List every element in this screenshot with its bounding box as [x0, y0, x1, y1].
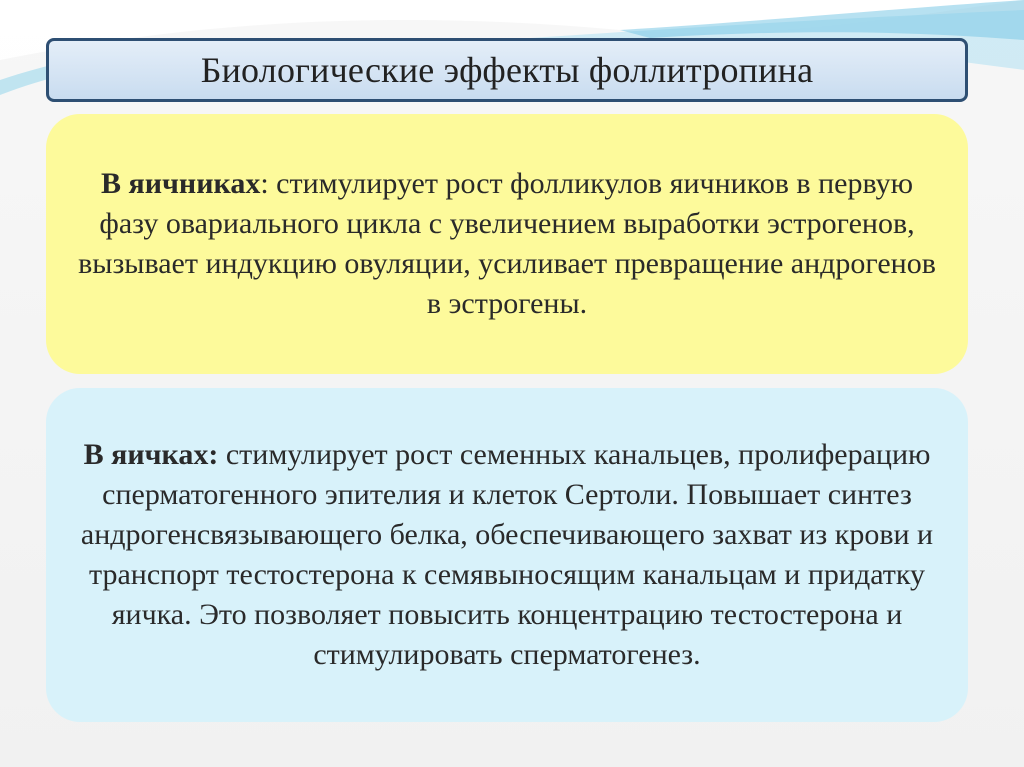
slide-title: Биологические эффекты фоллитропина [200, 50, 814, 90]
ovaries-heading: В яичниках [100, 167, 261, 200]
testes-box [46, 388, 968, 722]
testes-text: стимулирует рост семенных канальцев, пролиферацию сперматогенного эпителия и клеток Сертоли. Повышает синтез андрогенсвязывающего белка, обеспечивающего захват из крови и транспорт тестостерона к семявыносящим канальцам и придатку яичка. Это позволяет повысить концентрацию тестостерона и стимулировать сперматогенез. [80, 438, 934, 671]
testes-heading: В яичках: [83, 438, 219, 471]
testes-paragraph [67, 435, 947, 675]
ovaries-paragraph [77, 164, 937, 324]
ovaries-text: : стимулирует рост фолликулов яичников в первую фазу овариального цикла с увеличением выработки эстрогенов, вызывает индукцию овуляции, усиливает превращение андрогенов в эстрогены. [78, 167, 936, 320]
title-box [46, 38, 968, 102]
ovaries-box [46, 114, 968, 374]
